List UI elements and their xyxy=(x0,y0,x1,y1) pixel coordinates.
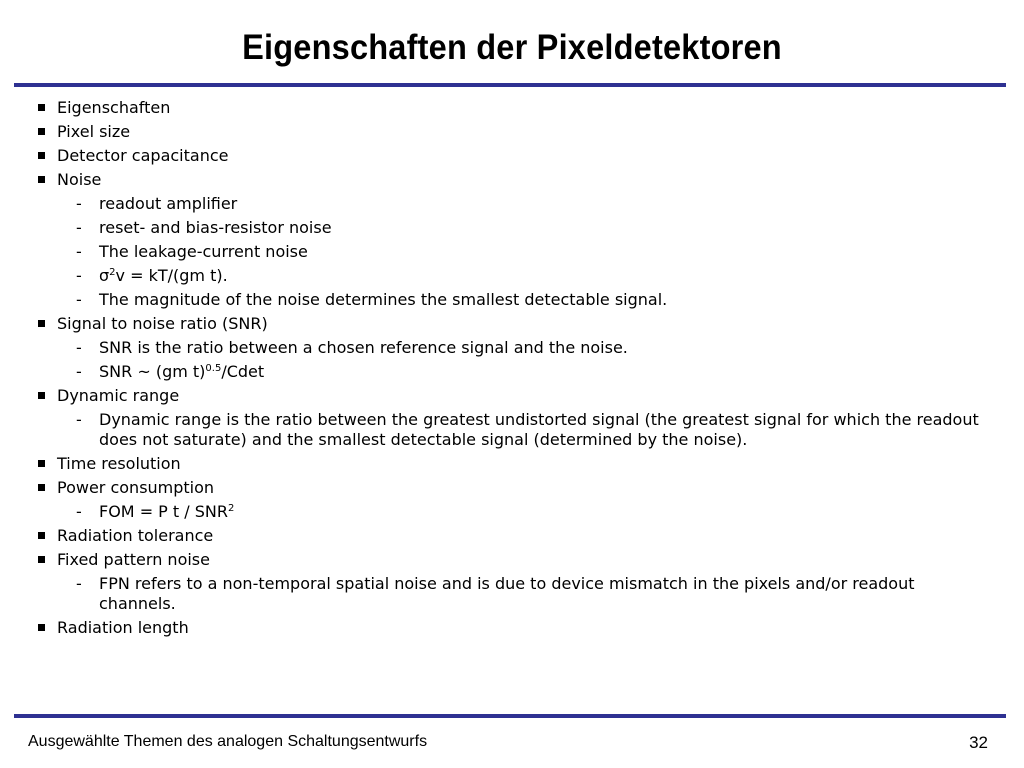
sub-item xyxy=(36,192,996,216)
square-bullet-icon xyxy=(38,176,45,183)
list-item-text: Noise xyxy=(57,170,102,189)
list-item-text: Signal to noise ratio (SNR) xyxy=(57,314,268,333)
noise-formula-superscript: 2 xyxy=(109,267,116,278)
footer-divider xyxy=(14,714,1006,718)
footer-course-title: Ausgewählte Themen des analogen Schaltungsentwurfs xyxy=(28,733,428,750)
dash-marker: - xyxy=(76,194,82,213)
list-item-text: Eigenschaften xyxy=(57,98,171,117)
dash-marker: - xyxy=(76,218,82,237)
sub-item-text: FPN refers to a non-temporal spatial noise and is due to device mismatch in the pixels and/or readout channels. xyxy=(99,574,915,613)
fom-formula-base: FOM = P t / SNR xyxy=(99,502,228,521)
dash-marker: - xyxy=(76,502,82,521)
sub-item-text: The leakage-current noise xyxy=(99,242,308,261)
list-item xyxy=(36,144,996,168)
sub-item xyxy=(36,408,996,452)
dash-marker: - xyxy=(76,362,82,381)
fom-formula-superscript: 2 xyxy=(228,503,235,514)
square-bullet-icon xyxy=(38,152,45,159)
square-bullet-icon xyxy=(38,532,45,539)
snr-formula-superscript: 0.5 xyxy=(205,363,222,374)
sub-item xyxy=(36,240,996,264)
sub-item-text: The magnitude of the noise determines the smallest detectable signal. xyxy=(99,290,668,309)
dash-marker: - xyxy=(76,290,82,309)
list-item xyxy=(36,384,996,408)
list-item xyxy=(36,524,996,548)
list-item xyxy=(36,548,996,572)
square-bullet-icon xyxy=(38,320,45,327)
slide-title: Eigenschaften der Pixeldetektoren xyxy=(242,28,782,67)
square-bullet-icon xyxy=(38,556,45,563)
sub-item-text: readout amplifier xyxy=(99,194,238,213)
square-bullet-icon xyxy=(38,128,45,135)
square-bullet-icon xyxy=(38,392,45,399)
sub-item xyxy=(36,572,996,616)
list-item xyxy=(36,452,996,476)
square-bullet-icon xyxy=(38,624,45,631)
list-item xyxy=(36,96,996,120)
square-bullet-icon xyxy=(38,460,45,467)
list-item-text: Radiation tolerance xyxy=(57,526,214,545)
title-divider xyxy=(14,83,1006,87)
sub-item xyxy=(36,360,996,384)
dash-marker: - xyxy=(76,266,82,285)
list-item xyxy=(36,120,996,144)
list-item-text: Power consumption xyxy=(57,478,215,497)
snr-formula-base: SNR ~ (gm t) xyxy=(99,362,206,381)
list-item-text: Pixel size xyxy=(57,122,131,141)
sub-item xyxy=(36,216,996,240)
dash-marker: - xyxy=(76,242,82,261)
list-item-text: Fixed pattern noise xyxy=(57,550,210,569)
list-item-text: Dynamic range xyxy=(57,386,180,405)
noise-formula-base: σ xyxy=(99,266,110,285)
list-item xyxy=(36,312,996,336)
sub-item xyxy=(36,264,996,288)
list-item-text: Radiation length xyxy=(57,618,189,637)
list-item xyxy=(36,168,996,192)
page-number: 32 xyxy=(969,733,988,752)
dash-marker: - xyxy=(76,574,82,593)
bullet-list xyxy=(36,96,996,640)
list-item xyxy=(36,616,996,640)
sub-item-text: reset- and bias-resistor noise xyxy=(99,218,332,237)
dash-marker: - xyxy=(76,410,82,429)
noise-formula-rest: v = kT/(gm t). xyxy=(115,266,228,285)
slide-content xyxy=(36,96,996,640)
sub-item xyxy=(36,336,996,360)
square-bullet-icon xyxy=(38,104,45,111)
list-item xyxy=(36,476,996,500)
dash-marker: - xyxy=(76,338,82,357)
snr-formula-rest: /Cdet xyxy=(221,362,265,381)
list-item-text: Time resolution xyxy=(57,454,181,473)
square-bullet-icon xyxy=(38,484,45,491)
sub-item xyxy=(36,288,996,312)
sub-item-text: SNR is the ratio between a chosen reference signal and the noise. xyxy=(99,338,628,357)
list-item-text: Detector capacitance xyxy=(57,146,229,165)
sub-item-text: Dynamic range is the ratio between the greatest undistorted signal (the greatest signal for which the readout does not saturate) and the smallest detectable signal (determined by the noise). xyxy=(99,410,979,449)
sub-item xyxy=(36,500,996,524)
